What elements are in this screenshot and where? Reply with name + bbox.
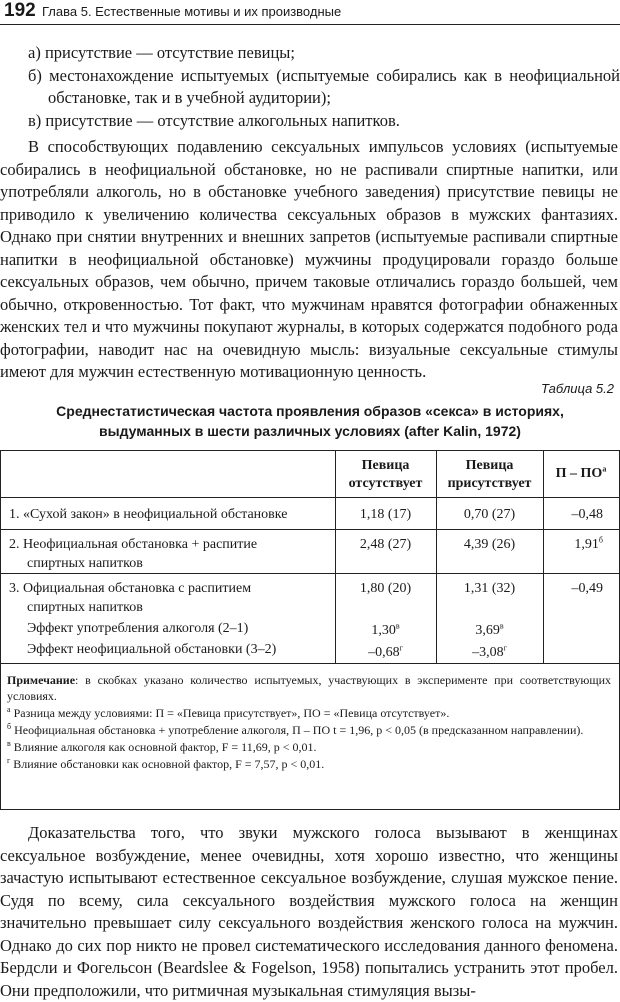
footnote-marker: б [598, 535, 603, 545]
footnote-marker: г [503, 643, 507, 653]
row-label-line: спиртных напитков [27, 600, 143, 615]
header-line: П – ПО [555, 466, 603, 481]
row-label-line: 3. Официальная обстановка с распитием [9, 581, 252, 596]
data-table [0, 450, 620, 810]
cell-diff [543, 535, 603, 554]
row-label [9, 535, 257, 573]
note-main [7, 672, 611, 704]
page-header [0, 0, 620, 25]
cell-diff: –0,48 [571, 507, 603, 522]
row-divider [1, 573, 619, 574]
footnote-marker: а [602, 464, 607, 474]
body-paragraph: В способствующих подавлению сексуальных импульсов условиях (испытуемые собирались в неофициальной обстановке, но не распивали спиртные напитки, или употребляли алкоголь, но в обстановке учебного заведения) присутствие певицы не приводило к увеличению количества сексуальных образов в мужских фантазиях. Однако при снятии внутренних и внешних запретов (испытуемые распивали спиртные напитки в неофициальной обстановке) мужчины продуцировали гораздо больше сексуальных образов, чем обычно, причем таковые отличались гораздо большей, чем обычно, откровенностью. Тот факт, что мужчинам нравятся фотографии обнаженных женских тел и что мужчины покупают журналы, в которых содержатся подобного рода фотографии, наводит нас на очевидную мысль: визуальные сексуальные стимулы имеют для мужчин естественную мотивационную ценность. [0, 137, 618, 381]
list-item: в) присутствие — отсутствие алкогольных напитков. [28, 110, 400, 130]
note-text: Неофициальная обстановка + употребление алкоголя, П – ПО t = 1,96, p < 0,05 (в предсказанном направлении). [11, 723, 584, 737]
footnote-marker: в [499, 621, 504, 631]
table-label: Таблица 5.2 [541, 381, 614, 396]
footnote-marker: в [7, 739, 11, 748]
table-title-line: выдуманных в шести различных условиях (after Kalin, 1972) [99, 423, 521, 439]
note-b [7, 722, 611, 738]
table-notes [7, 672, 611, 773]
note-d [7, 756, 611, 772]
effect-alcohol-present [436, 621, 543, 640]
condition-list [0, 42, 620, 132]
note-a [7, 705, 611, 721]
effect-setting-present [436, 643, 543, 662]
cell-diff-value: 1,91 [574, 537, 599, 552]
header-line: Певица [465, 458, 514, 473]
cell-value: –0,68 [368, 645, 400, 660]
cell-diff: –0,49 [571, 581, 603, 596]
notes-divider [1, 663, 619, 664]
row-label-line: 2. Неофициальная обстановка + распитие [9, 537, 258, 552]
cell-absent: 2,48 (27) [359, 537, 412, 552]
row-label [9, 579, 251, 617]
effect-setting-label: Эффект неофициальной обстановки (3–2) [27, 642, 277, 657]
cell-value: 3,69 [475, 623, 500, 638]
cell-present: 4,39 (26) [463, 537, 516, 552]
header-line: отсутствует [348, 476, 423, 491]
chapter-title: Глава 5. Естественные мотивы и их производные [42, 4, 342, 19]
cell-value: –3,08 [472, 645, 504, 660]
row-label-line: спиртных напитков [27, 556, 143, 571]
column-header-diff [543, 465, 619, 483]
effect-alcohol-label: Эффект употребления алкоголя (2–1) [27, 621, 249, 636]
cell-present: 1,31 (32) [463, 581, 516, 596]
list-item: б) местонахождение испытуемых (испытуемые собирались как в неофициальной обстановке, так и в учебной аудитории); [28, 65, 620, 107]
note-c [7, 739, 611, 755]
list-item: а) присутствие — отсутствие певицы; [28, 43, 295, 62]
effect-alcohol-absent [335, 621, 436, 640]
note-text: Влияние алкоголя как основной фактор, F = 11,69, p < 0,01. [10, 740, 317, 754]
footnote-marker: г [399, 643, 403, 653]
note-text: Разница между условиями: П = «Певица присутствует», ПО = «Певица отсутствует». [10, 706, 450, 720]
column-header-present [436, 457, 543, 493]
cell-value: 1,30 [371, 623, 396, 638]
footnote-marker: в [395, 621, 400, 631]
row-divider [1, 529, 619, 530]
note-label: Примечание [7, 673, 76, 687]
header-divider [1, 497, 619, 498]
cell-absent: 1,18 (17) [359, 507, 412, 522]
body-paragraph: Доказательства того, что звуки мужского голоса вызывают в женщинах сексуальное возбуждение, менее очевидны, хотя хорошо известно, что женщины зачастую испытывают естественное сексуальное возбуждение, слушая мужское пение. Судя по всему, сила сексуального воздействия мужского голоса на женщин значительно превышает силу сексуального воздействия женского голоса на мужчин. Однако до сих пор никто не провел систематического исследования данного феномена. Бердсли и Фогельсон (Beardslee & Fogelson, 1958) попытались устранить этот пробел. Они предположили, что ритмичная музыкальная стимуляция вызы- [0, 823, 618, 1000]
footnote-marker: а [7, 705, 11, 714]
effect-setting-absent [335, 643, 436, 662]
footnote-marker: б [7, 722, 12, 731]
header-line: присутствует [447, 476, 532, 491]
footnote-marker: г [7, 756, 11, 765]
header-line: Певица [361, 458, 410, 473]
note-text: Влияние обстановки как основной фактор, F = 7,57, p < 0,01. [10, 757, 325, 771]
table-title-line: Среднестатистическая частота проявления образов «секса» в историях, [56, 403, 564, 419]
table-title [0, 401, 620, 441]
cell-present: 0,70 (27) [463, 507, 516, 522]
cell-absent: 1,80 (20) [359, 581, 412, 596]
row-label: 1. «Сухой закон» в неофициальной обстановке [9, 507, 288, 522]
page-number: 192 [4, 0, 36, 21]
column-header-absent [335, 457, 436, 493]
note-text: : в скобках указано количество испытуемых, участвующих в эксперименте при соответствующих условиях. [7, 673, 611, 703]
